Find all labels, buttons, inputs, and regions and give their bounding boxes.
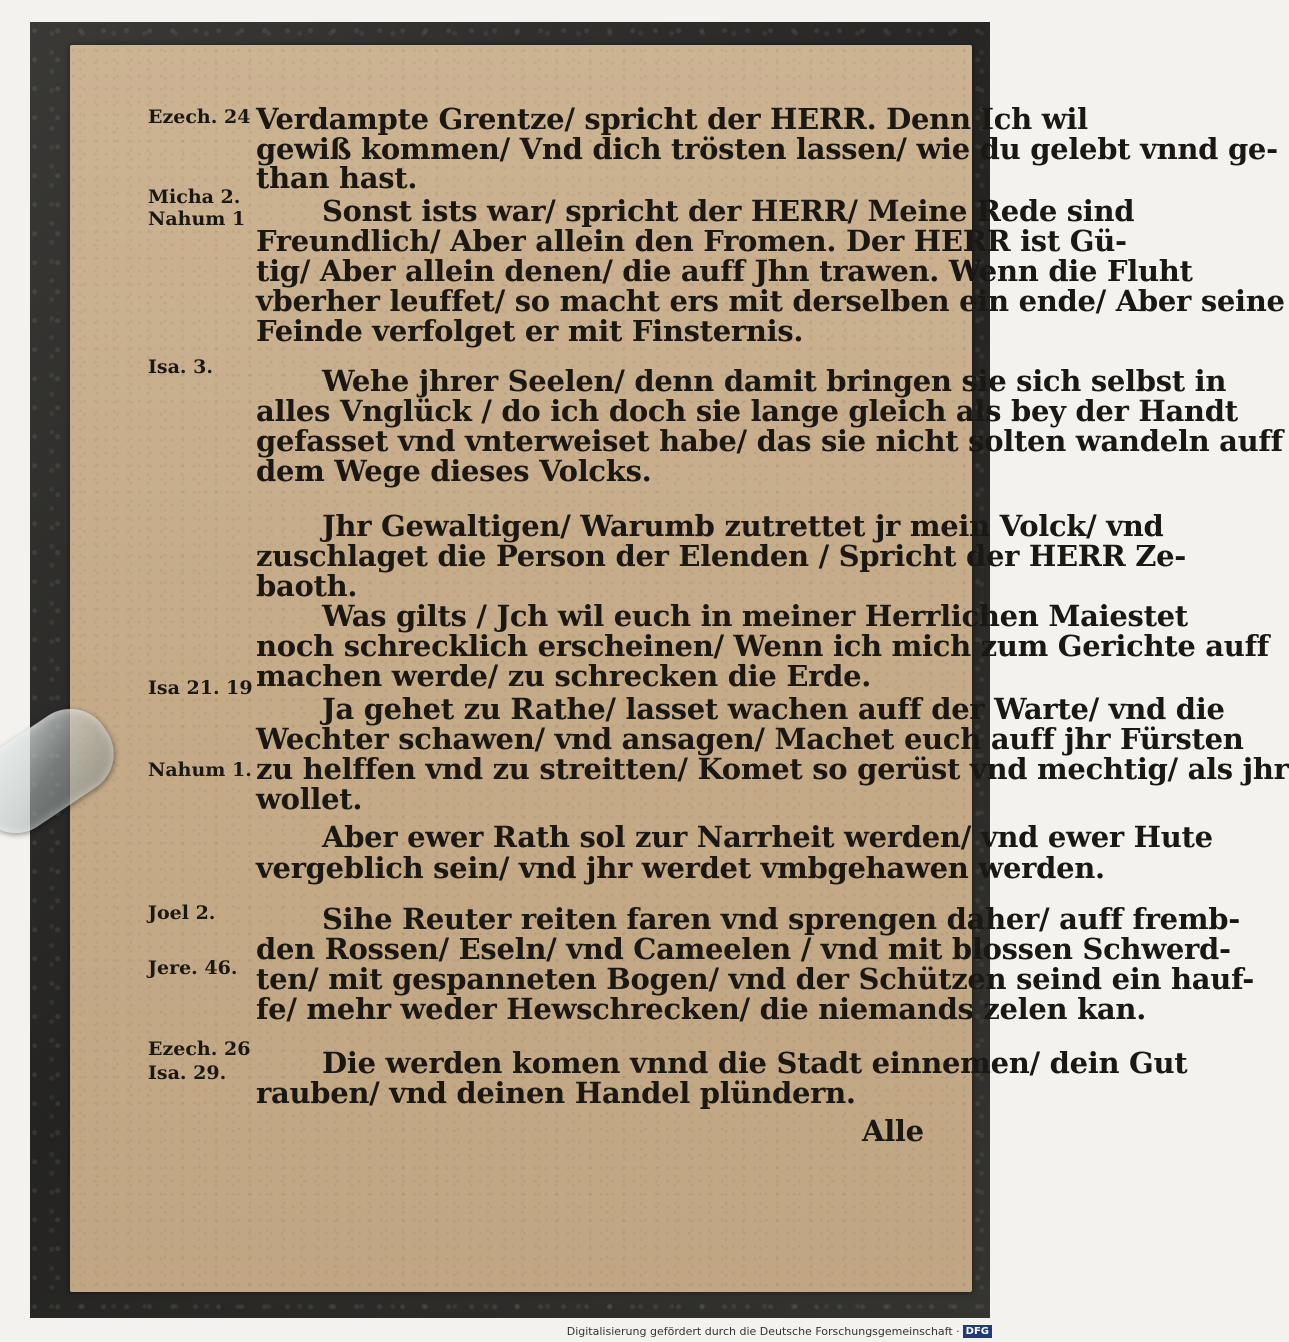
text-line: ten/ mit gespanneten Bogen/ vnd der Schützen seind ein hauf- [256, 962, 1254, 996]
text-line: tig/ Aber allein denen/ die auff Jhn trawen. Wenn die Fluht [256, 254, 1193, 288]
text-line: Sonst ists war/ spricht der HERR/ Meine Rede sind [322, 194, 1135, 228]
text-line: Freundlich/ Aber allein den Fromen. Der HERR ist Gü- [256, 224, 1127, 258]
margin-note: Ezech. 24 [148, 106, 251, 128]
text-line: zu helffen vnd zu streitten/ Komet so gerüst vnd mechtig/ als jhr [256, 752, 1289, 786]
text-line: than hast. [256, 161, 418, 195]
text-line: Feinde verfolget er mit Finsternis. [256, 314, 804, 348]
text-line: rauben/ vnd deinen Handel plündern. [256, 1076, 856, 1110]
funding-credit-text: Digitalisierung gefördert durch die Deutsche Forschungsgemeinschaft · [566, 1324, 960, 1338]
text-line: gewiß kommen/ Vnd dich trösten lassen/ wie du gelebt vnnd ge- [256, 132, 1278, 166]
text-line: dem Wege dieses Volcks. [256, 454, 652, 488]
text-line: den Rossen/ Eseln/ vnd Cameelen / vnd mit blossen Schwerd- [256, 932, 1231, 966]
margin-note: Isa 21. 19 [148, 677, 253, 699]
text-line: vergeblich sein/ vnd jhr werdet vmbgehawen werden. [256, 851, 1105, 885]
text-line: Aber ewer Rath sol zur Narrheit werden/ vnd ewer Hute [322, 820, 1213, 854]
text-line: vberher leuffet/ so macht ers mit derselben ein ende/ Aber seine [256, 284, 1285, 318]
text-line: noch schrecklich erscheinen/ Wenn ich mich zum Gerichte auff [256, 629, 1269, 663]
text-line: Jhr Gewaltigen/ Warumb zutrettet jr mein Volck/ vnd [322, 509, 1164, 543]
text-line: fe/ mehr weder Hewschrecken/ die niemands zelen kan. [256, 992, 1146, 1026]
text-line: baoth. [256, 569, 358, 603]
text-line: Ja gehet zu Rathe/ lasset wachen auff der Warte/ vnd die [322, 692, 1225, 726]
text-line: Was gilts / Jch wil euch in meiner Herrlichen Maiestet [322, 599, 1188, 633]
dfg-logo: DFG [963, 1325, 992, 1338]
margin-note: Ezech. 26 [148, 1038, 251, 1060]
margin-note: Micha 2. [148, 186, 241, 208]
text-line: alles Vnglück / do ich doch sie lange gleich als bey der Handt [256, 394, 1238, 428]
text-line: Sihe Reuter reiten faren vnd sprengen daher/ auff fremb- [322, 902, 1240, 936]
text-line: wollet. [256, 782, 363, 816]
text-line: gefasset vnd vnterweiset habe/ das sie nicht solten wandeln auff [256, 424, 1283, 458]
margin-note: Joel 2. [148, 902, 216, 924]
margin-note: Nahum 1 [148, 208, 246, 230]
margin-note: Nahum 1. [148, 759, 252, 781]
text-line: machen werde/ zu schrecken die Erde. [256, 659, 872, 693]
text-line: Verdampte Grentze/ spricht der HERR. Denn Ich wil [256, 102, 1088, 136]
text-line: zuschlaget die Person der Elenden / Spricht der HERR Ze- [256, 539, 1186, 573]
book-page [70, 45, 1289, 1292]
text-line: Die werden komen vnnd die Stadt einnemen/ dein Gut [322, 1046, 1188, 1080]
margin-note: Jere. 46. [148, 957, 238, 979]
margin-note: Isa. 29. [148, 1062, 227, 1084]
text-line: Wechter schawen/ vnd ansagen/ Machet euch auff jhr Fürsten [256, 722, 1244, 756]
text-line: Wehe jhrer Seelen/ denn damit bringen sie sich selbst in [322, 364, 1227, 398]
catchword: Alle [862, 1114, 924, 1148]
margin-note: Isa. 3. [148, 356, 213, 378]
funding-credit [567, 1325, 992, 1339]
